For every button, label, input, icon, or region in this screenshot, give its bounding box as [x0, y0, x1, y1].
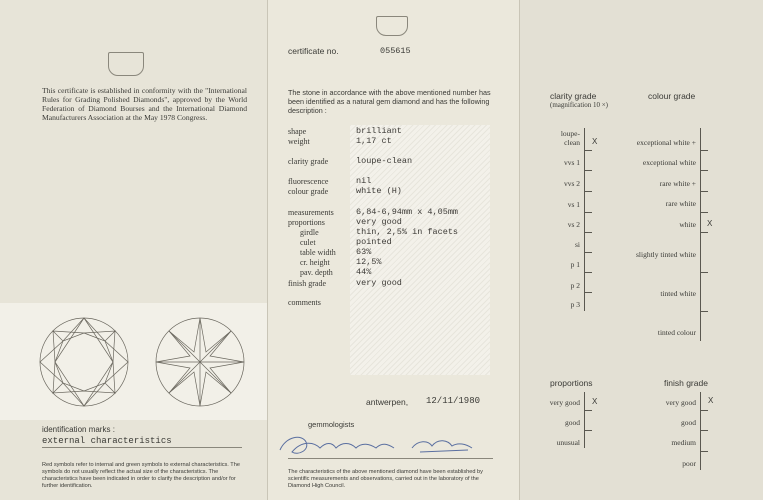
field-value-clarity: loupe-clean — [356, 156, 413, 166]
clarity-divider — [584, 232, 592, 233]
logo-emblem — [108, 52, 144, 76]
field-value-proportions: very good — [356, 217, 402, 227]
field-label-colour: colour grade — [288, 187, 329, 196]
clarity-divider — [584, 212, 592, 213]
colour-grade-exceptional-white-plus: exceptional white + — [636, 138, 696, 147]
signature-2 — [412, 441, 472, 452]
clarity-grade-p3: p 3 — [570, 300, 580, 309]
finish-title: finish grade — [664, 378, 708, 388]
field-value-cr-height: 12,5% — [356, 257, 382, 267]
colour-divider — [700, 232, 708, 233]
clarity-grade-p1: p 1 — [570, 260, 580, 269]
colour-title: colour grade — [648, 91, 696, 101]
field-value-girdle: thin, 2,5% in facets — [356, 227, 459, 237]
field-label-shape: shape — [288, 127, 307, 136]
proportions-grade-unusual: unusual — [556, 438, 580, 447]
signature-line — [288, 458, 493, 459]
field-label-comments: comments — [288, 298, 321, 307]
field-value-colour: white (H) — [356, 186, 402, 196]
gemmologists-label: gemmologists — [308, 420, 355, 429]
field-label-girdle: girdle — [300, 228, 319, 237]
field-label-table-width: table width — [300, 248, 336, 257]
field-value-pav-depth: 44% — [356, 267, 372, 277]
field-value-fluorescence: nil — [356, 176, 372, 186]
colour-divider — [700, 272, 708, 273]
finish-grade-medium: medium — [671, 438, 696, 447]
field-label-weight: weight — [288, 137, 310, 146]
clarity-divider — [584, 191, 592, 192]
colour-grade-rare-white: rare white — [665, 199, 696, 208]
finish-divider — [700, 410, 708, 411]
proportions-mark: X — [592, 397, 598, 406]
issue-date: 12/11/1980 — [426, 396, 481, 406]
field-label-finish: finish grade — [288, 279, 326, 288]
field-value-finish: very good — [356, 278, 402, 288]
clarity-mark: X — [592, 137, 598, 146]
clarity-grade-vs1: vs 1 — [567, 200, 580, 209]
middle-footnote: The characteristics of the above mentioned diamond have been established by scientific measurements and observations, carried out in the laboratory of the Diamond High Council. — [288, 469, 483, 489]
clarity-divider — [584, 150, 592, 151]
clarity-divider — [584, 272, 592, 273]
clarity-grade-vvs2: vvs 2 — [563, 179, 580, 188]
clarity-grade-loupe-clean: loupe- clean — [560, 129, 580, 147]
field-label-cr-height: cr. height — [300, 258, 330, 267]
field-label-culet: culet — [300, 238, 316, 247]
clarity-subtitle: (magnification 10 ×) — [550, 101, 608, 109]
field-value-culet: pointed — [356, 237, 392, 247]
left-footnote: Red symbols refer to internal and green symbols to external characteristics. The symbols do not usually reflect the actual size of the characteristics. The characteristics have been indicated in order to clarify the description and/or for further identification. — [42, 462, 240, 489]
finish-scale-line — [700, 392, 701, 470]
clarity-grade-p2: p 2 — [570, 281, 580, 290]
colour-divider — [700, 150, 708, 151]
identification-value: external characteristics — [42, 436, 172, 446]
crown-table — [55, 333, 113, 391]
field-label-clarity: clarity grade — [288, 157, 329, 166]
colour-grade-tinted-white: tinted white — [660, 289, 696, 298]
clarity-divider — [584, 170, 592, 171]
certificate-label: certificate no. — [288, 46, 339, 56]
certificate-number: 055615 — [380, 46, 411, 56]
proportions-grade-very-good: very good — [549, 398, 580, 407]
proportions-divider — [584, 430, 592, 431]
field-label-measurements: measurements — [288, 208, 334, 217]
clarity-divider — [584, 252, 592, 253]
proportions-grade-good: good — [565, 418, 580, 427]
clarity-grade-vvs1: vvs 1 — [563, 158, 580, 167]
colour-divider — [700, 212, 708, 213]
field-label-fluorescence: fluorescence — [288, 177, 329, 186]
left-panel — [0, 0, 268, 500]
finish-grade-very-good: very good — [665, 398, 696, 407]
proportions-title: proportions — [550, 378, 593, 388]
field-value-table-width: 63% — [356, 247, 372, 257]
finish-grade-poor: poor — [682, 459, 696, 468]
colour-grade-white: white — [679, 220, 696, 229]
proportions-divider — [584, 410, 592, 411]
colour-grade-slightly-tinted-white: slightly tinted white — [636, 250, 696, 259]
colour-divider — [700, 311, 708, 312]
colour-scale-line — [700, 128, 701, 341]
field-value-weight: 1,17 ct — [356, 136, 392, 146]
clarity-title: clarity grade — [550, 91, 597, 101]
colour-divider — [700, 191, 708, 192]
field-value-shape: brilliant — [356, 126, 402, 136]
pavilion-star — [156, 318, 244, 406]
finish-grade-good: good — [681, 418, 696, 427]
intro-text: This certificate is established in conformity with the "International Rules for Grading Polished Diamonds", approved by the World Federation of Diamond Bourses and the International Diamond Manufacturers Association at the May 1978 Congress. — [42, 86, 247, 122]
clarity-scale-line — [584, 128, 585, 311]
clarity-divider — [584, 292, 592, 293]
issue-city: antwerpen, — [366, 397, 409, 407]
logo-emblem-top — [376, 16, 408, 36]
colour-mark: X — [707, 219, 713, 228]
diagram-card — [0, 303, 268, 420]
colour-grade-exceptional-white: exceptional white — [642, 158, 696, 167]
diamond-diagrams — [0, 303, 268, 420]
colour-grade-tinted-colour: tinted colour — [657, 328, 696, 337]
clarity-grade-vs2: vs 2 — [567, 220, 580, 229]
colour-divider — [700, 170, 708, 171]
finish-mark: X — [708, 396, 714, 405]
finish-divider — [700, 451, 708, 452]
signature-1 — [280, 437, 394, 453]
field-label-proportions: proportions — [288, 218, 325, 227]
finish-divider — [700, 430, 708, 431]
field-value-measurements: 6,84-6,94mm x 4,05mm — [356, 207, 459, 217]
proportions-scale-line — [584, 392, 585, 448]
identification-underline — [42, 447, 242, 448]
clarity-grade-si: si — [574, 240, 580, 249]
identification-label: identification marks : — [42, 425, 115, 434]
colour-grade-rare-white-plus: rare white + — [659, 179, 696, 188]
field-label-pav-depth: pav. depth — [300, 268, 333, 277]
description-intro: The stone in accordance with the above mentioned number has been identified as a natural gem diamond and has the following description : — [288, 88, 491, 115]
